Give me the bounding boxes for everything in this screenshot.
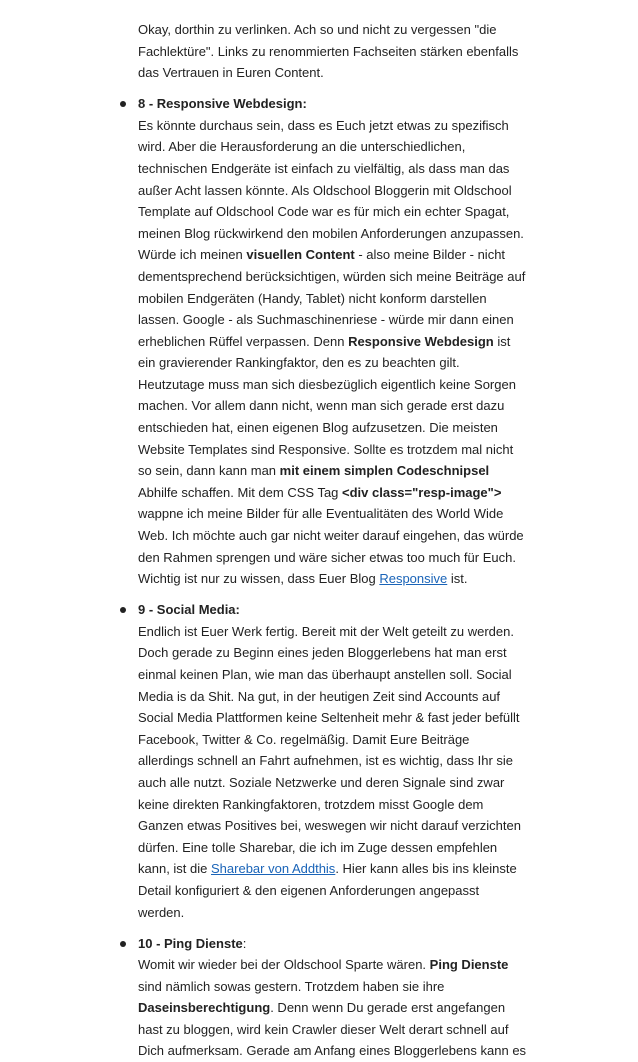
intro-paragraph: [138, 19, 519, 84]
bullet-icon: [120, 607, 126, 613]
list-item-social-media: [138, 599, 521, 923]
text-line: das Vertrauen in Euren Content.: [138, 65, 324, 81]
text-line: Daseinsberechtigung. Denn wenn Du gerade erst angefangen: [138, 1000, 506, 1016]
text-line: erheblichen Rüffel verpassen. Denn Responsive Webdesign ist: [138, 333, 511, 349]
bullet-icon: [120, 941, 126, 947]
text-line: Ganzen etwas Positives bei, weswegen wir nicht darauf verzichten: [138, 818, 521, 834]
text-line: Okay, dorthin zu verlinken. Ach so und nicht zu vergessen "die: [138, 22, 497, 37]
text-line: technischen Endgeräte ist einfach zu vielfältig, als dass man das: [138, 160, 510, 176]
text-line: Womit wir wieder bei der Oldschool Sparte wären. Ping Dienste: [138, 957, 509, 973]
text-line: Detail konfiguriert & den eigenen Anforderungen angepasst: [138, 882, 480, 898]
text-line: Media is da Shit. Na gut, in der heutigen Zeit sind Accounts auf: [138, 688, 501, 704]
text-line: dürfen. Eine tolle Sharebar, die ich im Zuge dessen empfehlen: [138, 839, 498, 855]
text-line: werden.: [138, 904, 185, 920]
text-line: Website Templates sind Responsive. Sollte es trotzdem mal nicht: [138, 441, 514, 457]
text-line: den Rahmen sprengen und wäre sicher etwas too much für Euch.: [138, 549, 516, 565]
text-line: einmal keinen Plan, wie man das überhaupt anstellen soll. Social: [138, 667, 512, 682]
text-line: Heutzutage muss man sich diesbezüglich eigentlich keine Sorgen: [138, 376, 516, 392]
responsive-link[interactable]: Responsive: [379, 571, 448, 587]
bullet-icon: [120, 101, 126, 107]
text-line: Abhilfe schaffen. Mit dem CSS Tag <div class="resp-image">: [138, 484, 502, 500]
text-line: allerdings schnell an Fahrt aufnehmen, ist es wichtig, dass Ihr sie: [138, 753, 514, 769]
list-item-ping-dienste: [138, 933, 527, 1062]
text-line: Fachlektüre". Links zu renommierten Fachseiten stärken ebenfalls: [138, 43, 519, 59]
text-line: ein gravierender Rankingfaktor, den es zu beachten gilt.: [138, 355, 460, 371]
text-line: Dich aufmerksam. Gerade am Anfang eines Bloggerlebens kann es: [138, 1043, 527, 1059]
text-line: wird. Aber die Herausforderung an die unterschiedlichen,: [138, 139, 466, 155]
text-line: lassen. Google - als Suchmaschinenriese - würde mir dann einen: [138, 312, 514, 328]
text-line: Endlich ist Euer Werk fertig. Bereit mit der Welt geteilt zu werden.: [138, 623, 514, 639]
text-line: sind nämlich sowas gestern. Trotzdem haben sie ihre: [138, 978, 445, 994]
text-line: wappne ich meine Bilder für alle Eventualitäten des World Wide: [138, 506, 504, 522]
text-line: mobilen Endgeräten (Handy, Tablet) nicht konform darstellen: [138, 290, 487, 306]
text-line: hast zu bloggen, wird kein Crawler dieser Welt derart schnell auf: [138, 1021, 509, 1037]
sharebar-addthis-link[interactable]: Sharebar von Addthis: [211, 861, 336, 877]
text-line: Es könnte durchaus sein, dass es Euch jetzt etwas zu spezifisch: [138, 117, 509, 133]
text-line: machen. Vor allem dann nicht, wenn man sich gerade erst dazu: [138, 398, 505, 414]
text-line: außer Acht lassen könnte. Als Oldschool Bloggerin mit Oldschool: [138, 182, 512, 198]
section-heading: 10 - Ping Dienste:: [138, 935, 247, 951]
text-line: Doch gerade zu Beginn eines jeden Bloggerlebens hat man erst: [138, 645, 507, 661]
text-line: auch alle nutzt. Soziale Netzwerke und deren Signale sind zwar: [138, 774, 505, 790]
text-line: dementsprechend berücksichtigen, würden sich meine Beiträge auf: [138, 268, 526, 284]
text-line: Social Media Plattformen keine Seltenheit mehr & fast jeder befüllt: [138, 710, 520, 726]
text-line: Web. Ich möchte auch gar nicht weiter darauf eingehen, das würde: [138, 528, 524, 544]
text-line: Facebook, Twitter & Co. regelmäßig. Damit Eure Beiträge: [138, 731, 470, 747]
text-line: meinen Blog rückwirkend den mobilen Anforderungen anzupassen.: [138, 225, 524, 241]
text-line: Würde ich meinen visuellen Content - also meine Bilder - nicht: [138, 247, 506, 263]
text-line: entschieden hat, einen eigenen Blog aufzusetzen. Die meisten: [138, 420, 498, 436]
list-item-responsive-webdesign: [138, 93, 526, 590]
text-line: Wichtig ist nur zu wissen, dass Euer Blog Responsive ist.: [138, 571, 468, 587]
text-line: so sein, dann kann man mit einem simplen Codeschnipsel: [138, 463, 490, 479]
text-line: Template auf Oldschool Code war es für mich ein echter Spagat,: [138, 204, 510, 220]
section-heading: 8 - Responsive Webdesign:: [138, 96, 307, 112]
text-line: kann, ist die Sharebar von Addthis. Hier kann alles bis ins kleinste: [138, 861, 517, 877]
text-line: keine direkten Rankingfaktoren, trotzdem misst Google dem: [138, 796, 484, 812]
article-body: [138, 19, 527, 1062]
section-heading: 9 - Social Media:: [138, 602, 240, 618]
